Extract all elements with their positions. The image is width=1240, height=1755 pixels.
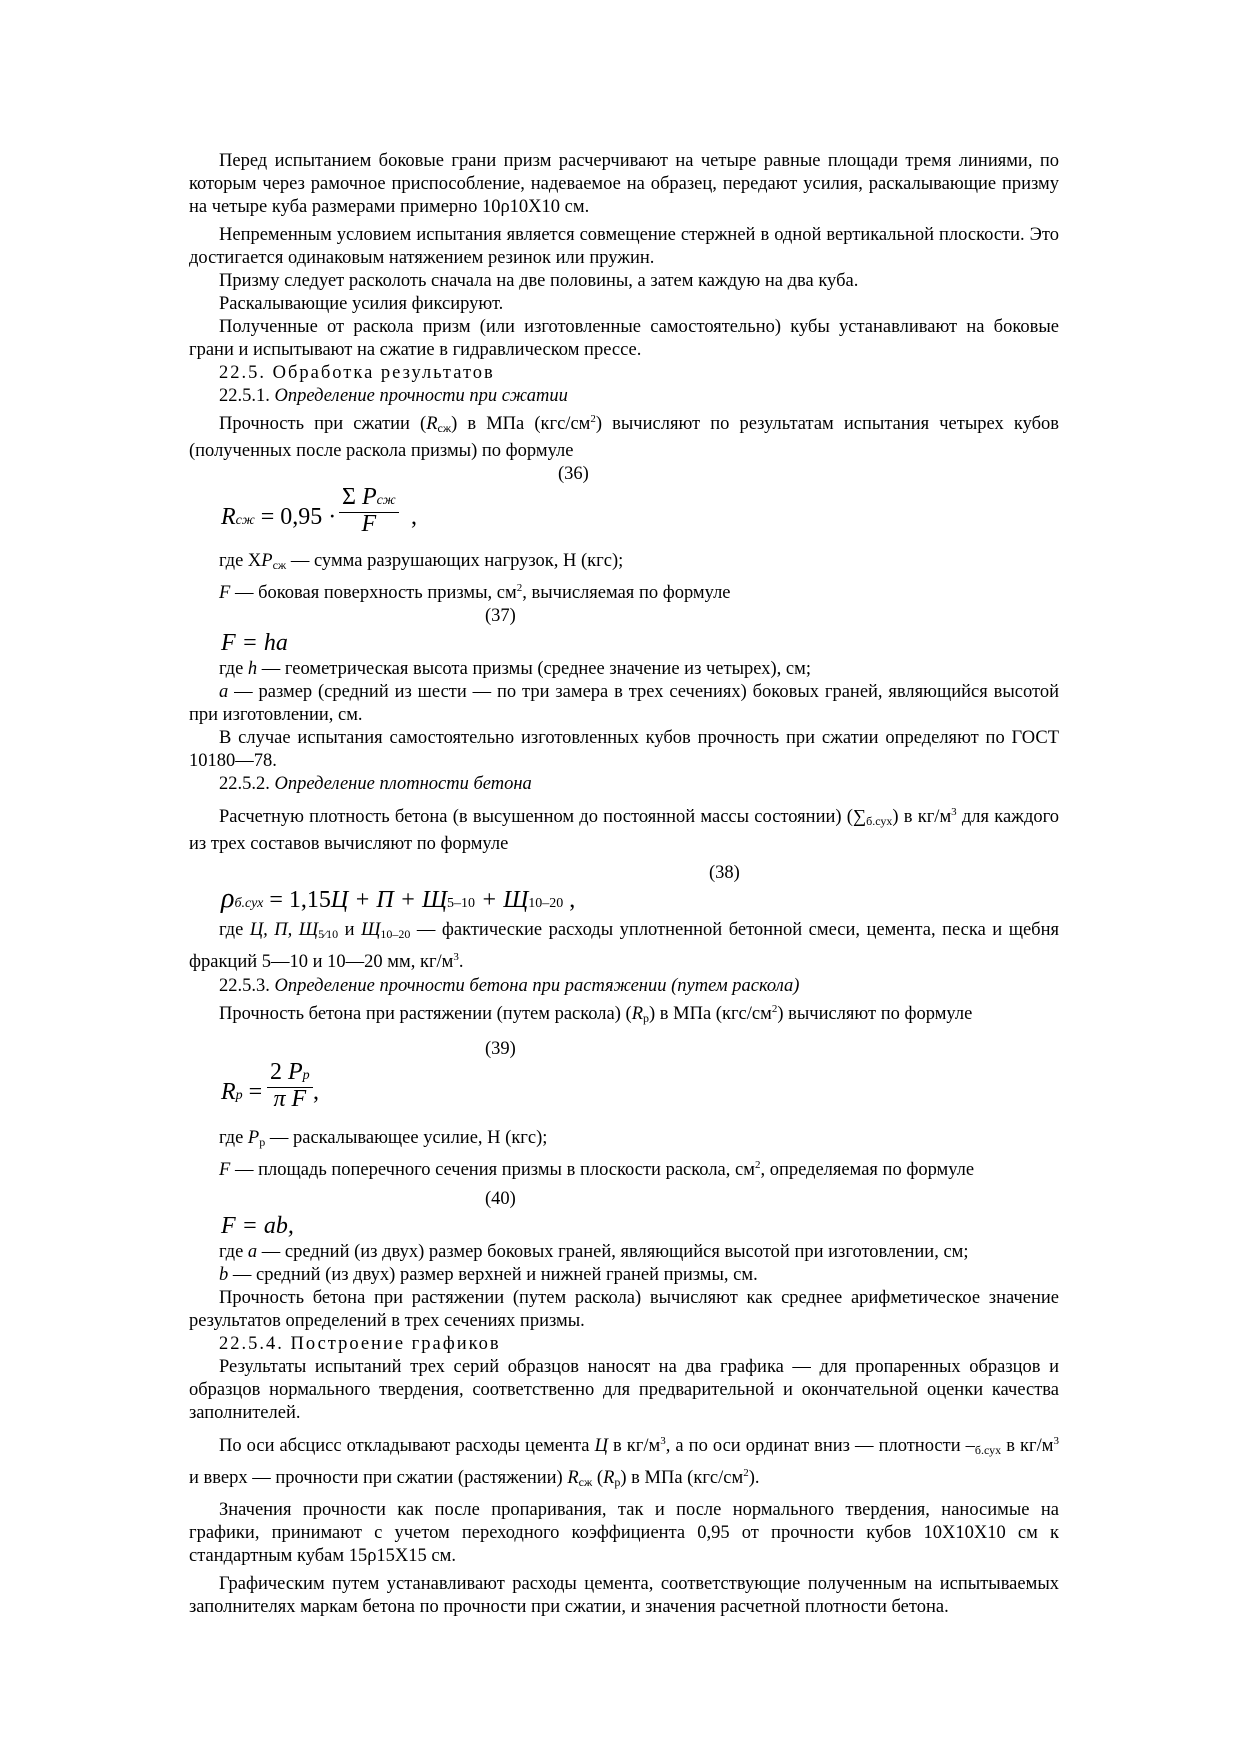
text-run: для каждого из трех составов вычисляют по формуле — [189, 807, 1059, 855]
formula-expression: + Щ — [475, 887, 529, 914]
superscript: 3 — [951, 806, 957, 819]
paragraph: Прочность бетона при растяжении (путем раскола) вычисляют как среднее арифметическое значение результатов определений в трех сечениях призмы. — [189, 1287, 1059, 1331]
formula-var: P — [288, 1058, 303, 1085]
formula-denominator: F — [361, 511, 377, 538]
variable: R — [426, 414, 438, 435]
variable: Ц — [594, 1436, 608, 1457]
variable: P — [247, 1127, 260, 1148]
paragraph: В случае испытания самостоятельно изготовленных кубов прочность при сжатии определяют по ГОСТ 10180—78. — [189, 728, 1059, 772]
paragraph: Перед испытанием боковые грани призм расчерчивают на четыре равные площади тремя линиями, по которым через рамочное приспособление, надеваемое на образец, передают усилия, раскалывающие призму на четыре куба размерами примерно 10ρ10Х10 см. — [189, 151, 1059, 217]
equation-number-38: (38) — [709, 863, 740, 884]
variable: a — [247, 1241, 258, 1262]
formula-subscript: б.сух — [234, 896, 264, 912]
paragraph: Значения прочности как после пропаривания, так и после нормального твердения, наносимые на графики, принимают с учетом переходного коэффициента 0,95 от прочности кубов 10Х10Х10 см к стандартным кубам 15ρ15Х15 см. — [189, 1500, 1059, 1567]
variable: b — [219, 1264, 229, 1285]
formula-denominator: π F — [273, 1085, 307, 1112]
subsection-heading-22-5-2 — [189, 773, 1059, 796]
text-run: где — [219, 920, 250, 941]
section-number: 22.5.2. — [219, 774, 270, 795]
text-run: — площадь поперечного сечения призмы в плоскости раскола, см — [230, 1159, 755, 1180]
formula-coefficient: = 0,95 · — [254, 504, 337, 531]
text-run: , а по оси ординат вниз — плотности — [665, 1436, 966, 1457]
paragraph: Графическим путем устанавливают расходы цемента, соответствующие полученным на испытываемых заполнителях маркам бетона по прочности при сжатии, и значения расчетной плотности бетона. — [189, 1574, 1059, 1618]
text-run: и — [338, 920, 362, 941]
formula-expression: F = ha — [221, 630, 288, 657]
paragraph — [189, 1430, 1059, 1494]
paragraph — [189, 1127, 1059, 1154]
subscript: сж — [437, 421, 452, 436]
formula-number: 2 — [270, 1058, 288, 1085]
text-run: — боковая поверхность призмы, см — [230, 583, 517, 604]
subscript: р — [259, 1134, 266, 1149]
subscript: б.сух — [974, 1443, 1002, 1458]
paragraph — [189, 658, 1059, 681]
text-run: где — [219, 1241, 248, 1262]
text-run: Расчетную плотность бетона (в высушенном до постоянной массы состоянии) (∑ — [219, 807, 867, 828]
formula-subscript: сж — [235, 513, 255, 529]
formula-comma: , — [563, 887, 576, 914]
document-page — [189, 150, 1059, 1619]
formula-var: R — [221, 504, 236, 531]
text-run: — размер (средний из шести — по три замера в трех сечениях) боковых граней, являющийся высотой при изготовлении, см. — [189, 682, 1059, 726]
formula-comma: , — [313, 1078, 319, 1105]
formula-subscript: р — [235, 1087, 243, 1103]
formula-38 — [189, 885, 1059, 919]
superscript: 3 — [1053, 1434, 1059, 1447]
subsection-heading-22-5-4: 22.5.4. Построение графиков — [219, 1333, 501, 1354]
formula-fraction — [267, 1058, 313, 1112]
variable: P — [261, 551, 273, 572]
text-run: ) в МПа (кгс/см — [451, 414, 591, 435]
paragraph — [189, 550, 1059, 577]
section-title: Определение плотности бетона — [274, 774, 532, 795]
text-run: , определяемая по формуле — [760, 1159, 975, 1180]
paragraph: Результаты испытаний трех серий образцов наносят на два графика — для пропаренных образцов и образцов нормального твердения, соответственно для предварительной и окончательной оценки качества заполнителей. — [189, 1356, 1059, 1423]
text-run: — раскалывающее усилие, Н (кгс); — [265, 1127, 548, 1148]
equation-number-40: (40) — [485, 1188, 516, 1209]
superscript: 3 — [453, 951, 459, 964]
subscript: сж — [578, 1475, 593, 1490]
text-run: По оси абсцисс откладывают расходы цемента — [219, 1436, 595, 1457]
formula-37 — [189, 628, 1059, 658]
formula-39 — [189, 1058, 1059, 1127]
formula-fraction — [339, 486, 399, 536]
text-run: ) вычисляют по формуле — [777, 1003, 973, 1024]
paragraph: Полученные от раскола призм (или изготовленные самостоятельно) кубы устанавливают на боковые грани и испытывают на сжатие в гидравлическом прессе. — [189, 317, 1059, 360]
variable: R — [603, 1468, 615, 1489]
formula-subscript: 10–20 — [528, 896, 564, 912]
equation-number-39: (39) — [485, 1038, 516, 1059]
formula-expression: F = ab, — [221, 1212, 294, 1239]
text-run: — сумма разрушающих нагрузок, Н (кгс); — [286, 551, 624, 572]
text-run: — геометрическая высота призмы (среднее значение из четырех), см; — [257, 659, 811, 680]
text-run: где — [219, 659, 248, 680]
paragraph — [189, 1154, 1059, 1182]
superscript: 2 — [754, 1158, 761, 1171]
text-run: , вычисляемая по формуле — [522, 583, 731, 604]
text-run: ( — [592, 1468, 604, 1489]
formula-equals: = — [242, 1078, 263, 1105]
paragraph — [189, 1241, 1059, 1264]
text-run: ). — [748, 1468, 760, 1489]
variable: Ц, П, Щ — [249, 920, 319, 941]
variable: – — [965, 1436, 975, 1457]
formula-subscript: 5–10 — [447, 896, 475, 912]
text-run: в кг/м — [607, 1436, 661, 1457]
formula-rho: ρ — [221, 883, 235, 915]
text-run: и вверх — прочности при сжатии (растяжении) — [189, 1468, 568, 1489]
text-run: где Х — [219, 551, 262, 572]
paragraph: Непременным условием испытания является совмещение стержней в одной вертикальной плоскости. Это достигается одинаковым натяжением резинок или пружин. — [189, 225, 1059, 268]
subsection-heading-22-5-3 — [189, 975, 1059, 998]
equation-number-36: (36) — [558, 464, 589, 485]
subscript: р — [643, 1010, 650, 1025]
subscript: б.сух — [866, 814, 893, 829]
subscript: сж — [272, 558, 287, 573]
variable: h — [247, 659, 258, 680]
superscript: 2 — [743, 1467, 749, 1480]
subscript: 5⁄10 — [318, 927, 339, 942]
section-title: Определение прочности бетона при растяжении (путем раскола) — [274, 975, 800, 996]
subscript: 10–20 — [380, 927, 411, 942]
formula-comma: , — [411, 504, 417, 531]
paragraph — [189, 998, 1059, 1030]
text-run: ) в МПа (кгс/см — [649, 1003, 772, 1024]
section-number: 22.5.1. — [219, 386, 270, 406]
variable: Щ — [361, 920, 381, 941]
superscript: 2 — [771, 1002, 778, 1015]
formula-40 — [189, 1211, 1059, 1241]
formula-var: R — [221, 1078, 236, 1105]
variable: F — [219, 583, 231, 604]
variable: R — [567, 1468, 579, 1489]
text-run: в кг/м — [1001, 1436, 1054, 1457]
section-heading-22-5: 22.5. Обработка результатов — [219, 363, 495, 383]
paragraph: Раскалывающие усилия фиксируют. — [219, 294, 504, 314]
formula-expression: Ц + П + Щ — [330, 887, 447, 914]
equation-number-37: (37) — [485, 606, 516, 627]
text-run: — фактические расходы уплотненной бетонной смеси, цемента, песка и щебня фракций 5—10 и 10—20 мм, кг/м — [189, 920, 1059, 973]
section-title: Определение прочности при сжатии — [274, 386, 568, 406]
formula-subscript: сж — [376, 493, 396, 509]
formula-sigma: Σ — [342, 484, 362, 511]
formula-subscript: р — [302, 1067, 310, 1083]
formula-36 — [189, 486, 1059, 550]
superscript: 2 — [590, 413, 596, 425]
text-run: ) в МПа (кгс/см — [620, 1468, 744, 1489]
text-run: Прочность при сжатии ( — [219, 414, 427, 435]
subscript: р — [614, 1475, 621, 1490]
formula-coefficient: = 1,15 — [263, 887, 331, 914]
text-run: . — [458, 952, 464, 973]
text-run: где — [219, 1127, 248, 1148]
superscript: 3 — [660, 1434, 666, 1447]
variable: R — [631, 1003, 644, 1024]
text-run: — средний (из двух) размер верхней и нижней граней призмы, см. — [228, 1264, 758, 1285]
variable: F — [219, 1159, 231, 1180]
paragraph — [189, 577, 1059, 605]
text-run: Прочность бетона при растяжении (путем раскола) ( — [219, 1003, 632, 1024]
text-run: ) в кг/м — [892, 807, 952, 828]
superscript: 2 — [516, 582, 523, 595]
text-run: ) вычисляют по результатам испытания четырех кубов (полученных после раскола призмы) по формуле — [189, 414, 1059, 462]
subsection-heading-22-5-1 — [189, 385, 1059, 408]
section-number: 22.5.3. — [219, 975, 270, 996]
paragraph — [189, 919, 1059, 974]
formula-var: P — [361, 484, 377, 511]
paragraph — [189, 801, 1059, 856]
text-run: — средний (из двух) размер боковых граней, являющийся высотой при изготовлении, см; — [257, 1241, 969, 1262]
paragraph — [189, 1264, 1059, 1287]
variable: a — [219, 682, 229, 703]
paragraph — [189, 681, 1059, 727]
paragraph — [189, 408, 1059, 463]
paragraph: Призму следует расколоть сначала на две половины, а затем каждую на два куба. — [219, 271, 859, 291]
